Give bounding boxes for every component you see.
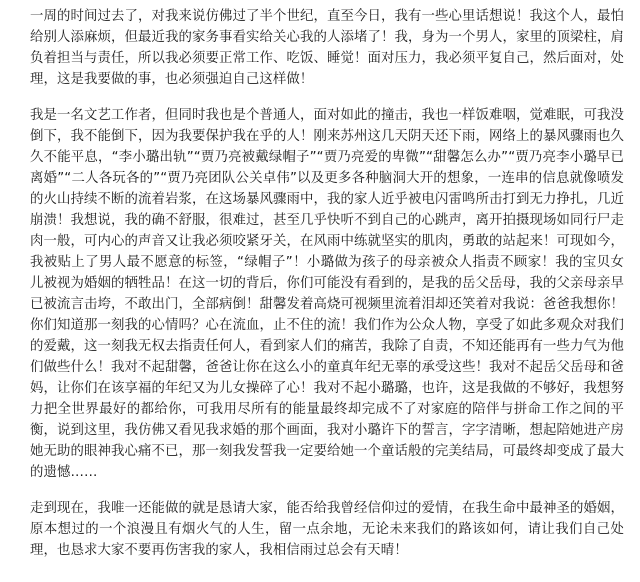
paragraph-1: 一周的时间过去了，对我来说仿佛过了半个世纪，直至今日，我有一些心里话想说！我这个人，最怕给别人添麻烦，但最近我的家务事看实给关心我的人添堵了！我，身为一个男人，家里的顶梁柱，肩负着担当与责任，所以我必须要正常工作、吃饭、睡觉！面对压力，我必须平复自己，然后面对，处理，这是我要做的事，也必须强迫自己这样做！ [30,9,624,87]
paragraph-3: 走到现在，我唯一还能做的就是恳请大家，能否给我曾经信仰过的爱情，在我生命中最神圣的婚姻，原本想过的一个浪漫且有烟火气的人生，留一点余地，无论未来我们的路该如何，请让我们自己处理，也恳求大家不要再伤害我的家人，我相信雨过总会有天晴！ [30,501,624,558]
paragraph-2: 我是一名文艺工作者，但同时我也是个普通人，面对如此的撞击，我也一样饭难咽，觉难眠，可我没倒下，我不能倒下，因为我要保护我在乎的人！刚来苏州这几天阴天还下雨，网络上的暴风骤雨也久久不能平息，“李小璐出轨”“贾乃亮被戴绿帽子”“贾乃亮爱的卑微”“甜馨怎么办”“贾乃亮李小璐早已离婚”“二人各玩各的”“贾乃亮团队公关卓伟”以及更多各种脑洞大开的想象，一连串的信息就像喷发的火山持续不断的流着岩浆，在这场暴风骤雨中，我的家人近乎被电闪雷鸣所击打到无力挣扎，几近崩溃！我想说，我的确不舒服，很难过，甚至几乎快听不到自己的心跳声，离开拍摄现场如同行尸走肉一般，可内心的声音又让我必须咬紧牙关，在风雨中练就坚实的肌肉，勇敢的站起来！可现如今，我被贴上了男人最不愿意的标签，“绿帽子”！小璐做为孩子的母亲被众人指责不顾家！我的宝贝女儿被视为婚姻的牺牲品！在这一切的背后，你们可能没有看到的，是我的岳父岳母，我的父亲母亲早已被流言击垮，不敢出门，全部病倒！甜馨发着高烧可视频里流着泪却还笑着对我说：爸爸我想你！你们知道那一刻我的心情吗？心在流血，止不住的流！我们作为公众人物，享受了如此多观众对我们的爱戴，这一刻我无权去指责任何人，看到家人们的痛苦，我除了自责，不知还能再有一些力气为他们做些什么！我对不起甜馨，爸爸让你在这么小的童真年纪无辜的承受这些！我对不起岳父岳母和爸妈，让你们在该享福的年纪又为儿女操碎了心！我对不起小璐璐，也许，这是我做的不够好，我想努力把全世界最好的都给你，可我用尽所有的能量最终却完成不了对家庭的陪伴与拼命工作之间的平衡，说到这里，我仿佛又看见我求婚的那个画面，我对小璐许下的誓言，字字清晰，想起陪她进产房她无助的眼神我心痛不已，那一刻我发誓我一定要给她一个童话般的完美结局，可最终却变成了最大的遗憾…… [30,108,624,480]
